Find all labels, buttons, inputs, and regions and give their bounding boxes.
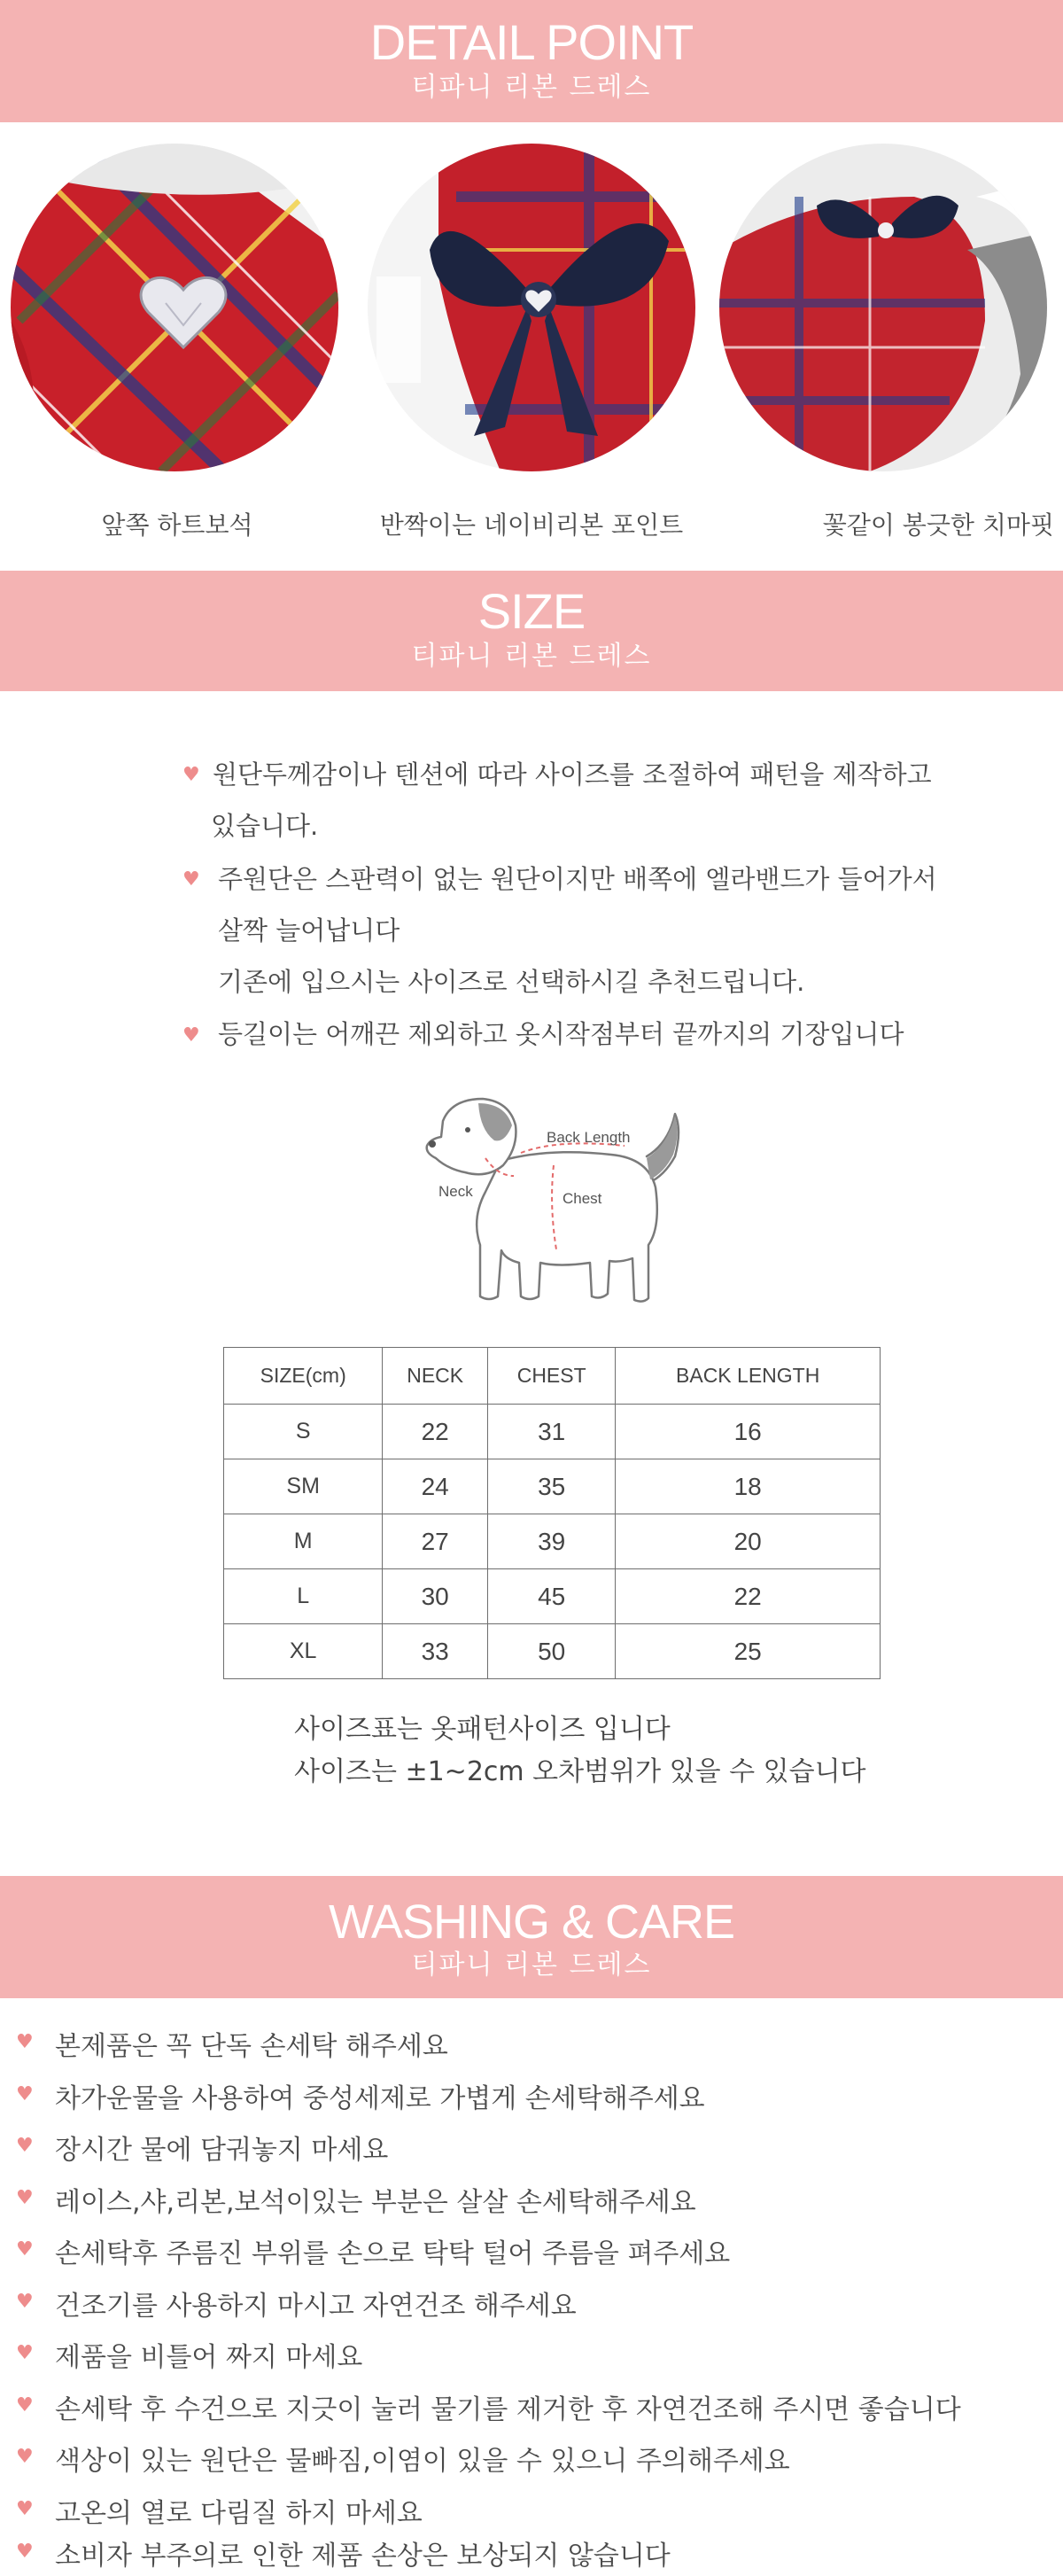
heart-icon: ♥ xyxy=(16,2291,34,2313)
heart-icon: ♥ xyxy=(16,2541,34,2563)
detail-point-banner xyxy=(0,0,1063,122)
wash-item-text: 제품을 비틀어 짜지 마세요 xyxy=(55,2342,363,2373)
table-row xyxy=(224,1514,881,1569)
caption-heart-jewel: 앞쪽 하트보석 xyxy=(101,510,253,540)
heart-icon: ♥ xyxy=(16,2394,34,2416)
chest-cell: 35 xyxy=(488,1459,616,1514)
size-table-header: BACK LENGTH xyxy=(616,1348,881,1405)
photo-heart-jewel-image xyxy=(11,144,338,471)
size-note-1-line-2: 있습니다. xyxy=(211,811,319,841)
size-note-2-line-3: 기존에 입으시는 사이즈로 선택하시길 추천드립니다. xyxy=(218,967,805,997)
size-label-cell: L xyxy=(224,1569,383,1624)
list-item xyxy=(0,2020,1063,2065)
size-table-header: SIZE(cm) xyxy=(224,1348,383,1405)
list-item xyxy=(0,2176,1063,2221)
wash-item-text: 본제품은 꼭 단독 손세탁 해주세요 xyxy=(55,2031,448,2062)
list-item xyxy=(0,2280,1063,2324)
washing-care-title: WASHING & CARE xyxy=(328,1895,735,1949)
heart-icon: ♥ xyxy=(182,868,200,891)
caption-navy-ribbon: 반짝이는 네이비리본 포인트 xyxy=(379,510,684,540)
back-length-cell: 18 xyxy=(616,1459,881,1514)
size-label-cell: XL xyxy=(224,1624,383,1679)
heart-icon: ♥ xyxy=(16,2498,34,2520)
back-length-cell: 20 xyxy=(616,1514,881,1569)
heart-icon: ♥ xyxy=(182,1024,200,1047)
list-item xyxy=(0,2530,1063,2574)
detail-point-subtitle: 티파니 리본 드레스 xyxy=(411,72,652,103)
neck-cell: 24 xyxy=(383,1459,488,1514)
wash-item-text: 레이스,샤,리본,보석이있는 부분은 살살 손세탁해주세요 xyxy=(55,2187,696,2218)
neck-cell: 30 xyxy=(383,1569,488,1624)
washing-care-banner xyxy=(0,1876,1063,1998)
list-item xyxy=(0,2384,1063,2428)
table-row xyxy=(224,1405,881,1459)
chest-cell: 39 xyxy=(488,1514,616,1569)
wash-item-text: 차가운물을 사용하여 중성세제로 가볍게 손세탁해주세요 xyxy=(55,2083,705,2114)
size-banner xyxy=(0,571,1063,691)
wash-item-text: 손세탁 후 수건으로 지긋이 눌러 물기를 제거한 후 자연건조해 주시면 좋습니다 xyxy=(55,2394,961,2425)
photo-navy-ribbon xyxy=(368,144,695,471)
wash-item-text: 고온의 열로 다림질 하지 마세요 xyxy=(55,2498,423,2529)
size-table xyxy=(223,1347,881,1679)
heart-icon: ♥ xyxy=(16,2135,34,2157)
neck-cell: 27 xyxy=(383,1514,488,1569)
list-item xyxy=(0,2435,1063,2479)
size-table-note-2: 사이즈는 ±1~2cm 오차범위가 있을 수 있습니다 xyxy=(294,1756,866,1787)
table-row xyxy=(224,1459,881,1514)
chest-cell: 31 xyxy=(488,1405,616,1459)
caption-skirt-fit: 꽃같이 봉긋한 치마핏 xyxy=(822,510,1054,540)
size-label-cell: SM xyxy=(224,1459,383,1514)
table-row xyxy=(224,1624,881,1679)
heart-icon: ♥ xyxy=(182,764,200,786)
wash-item-text: 손세탁후 주름진 부위를 손으로 탁탁 털어 주름을 펴주세요 xyxy=(55,2238,731,2269)
dog-measurement-diagram xyxy=(416,1094,700,1316)
table-row xyxy=(224,1569,881,1624)
photo-skirt-fit-image xyxy=(719,144,1047,471)
wash-item-text: 건조기를 사용하지 마시고 자연건조 해주세요 xyxy=(55,2291,577,2322)
size-table-header-row xyxy=(224,1348,881,1405)
list-item xyxy=(0,2487,1063,2532)
diagram-label-back-length: Back Length xyxy=(547,1129,631,1146)
size-label-cell: S xyxy=(224,1405,383,1459)
photo-skirt-fit xyxy=(719,144,1047,471)
size-table-header: NECK xyxy=(383,1348,488,1405)
photo-navy-ribbon-image xyxy=(368,144,695,471)
wash-item-text: 소비자 부주의로 인한 제품 손상은 보상되지 않습니다 xyxy=(55,2541,671,2572)
diagram-label-chest: Chest xyxy=(563,1190,602,1207)
size-note-1-line-1: 원단두께감이나 텐션에 따라 사이즈를 조절하여 패턴을 제작하고 xyxy=(213,759,932,790)
wash-item-text: 장시간 물에 담궈놓지 마세요 xyxy=(55,2135,389,2166)
size-note-2-line-2: 살짝 늘어납니다 xyxy=(218,915,400,946)
heart-icon: ♥ xyxy=(16,2342,34,2364)
neck-cell: 22 xyxy=(383,1405,488,1459)
size-note-3-line-1: 등길이는 어깨끈 제외하고 옷시작점부터 끝까지의 기장입니다 xyxy=(218,1019,904,1049)
detail-photos xyxy=(0,122,1063,571)
chest-cell: 45 xyxy=(488,1569,616,1624)
back-length-cell: 25 xyxy=(616,1624,881,1679)
size-title: SIZE xyxy=(477,583,586,639)
list-item xyxy=(0,2228,1063,2272)
washing-care-subtitle: 티파니 리본 드레스 xyxy=(411,1950,652,1981)
heart-icon: ♥ xyxy=(16,2083,34,2105)
size-label-cell: M xyxy=(224,1514,383,1569)
neck-cell: 33 xyxy=(383,1624,488,1679)
heart-icon: ♥ xyxy=(16,2187,34,2209)
list-item xyxy=(0,2124,1063,2168)
size-note-2-line-1: 주원단은 스판력이 없는 원단이지만 배쪽에 엘라밴드가 들어가서 xyxy=(218,864,937,894)
heart-icon: ♥ xyxy=(16,2238,34,2261)
back-length-cell: 16 xyxy=(616,1405,881,1459)
size-subtitle: 티파니 리본 드레스 xyxy=(411,641,652,672)
size-table-header: CHEST xyxy=(488,1348,616,1405)
list-item xyxy=(0,2073,1063,2117)
photo-heart-jewel xyxy=(11,144,338,471)
back-length-cell: 22 xyxy=(616,1569,881,1624)
list-item xyxy=(0,2331,1063,2376)
heart-icon: ♥ xyxy=(16,2031,34,2053)
chest-cell: 50 xyxy=(488,1624,616,1679)
size-table-note-1: 사이즈표는 옷패턴사이즈 입니다 xyxy=(294,1714,671,1745)
detail-point-title: DETAIL POINT xyxy=(369,14,694,70)
diagram-label-neck: Neck xyxy=(438,1183,473,1200)
heart-icon: ♥ xyxy=(16,2446,34,2468)
wash-item-text: 색상이 있는 원단은 물빠짐,이염이 있을 수 있으니 주의해주세요 xyxy=(55,2446,790,2477)
